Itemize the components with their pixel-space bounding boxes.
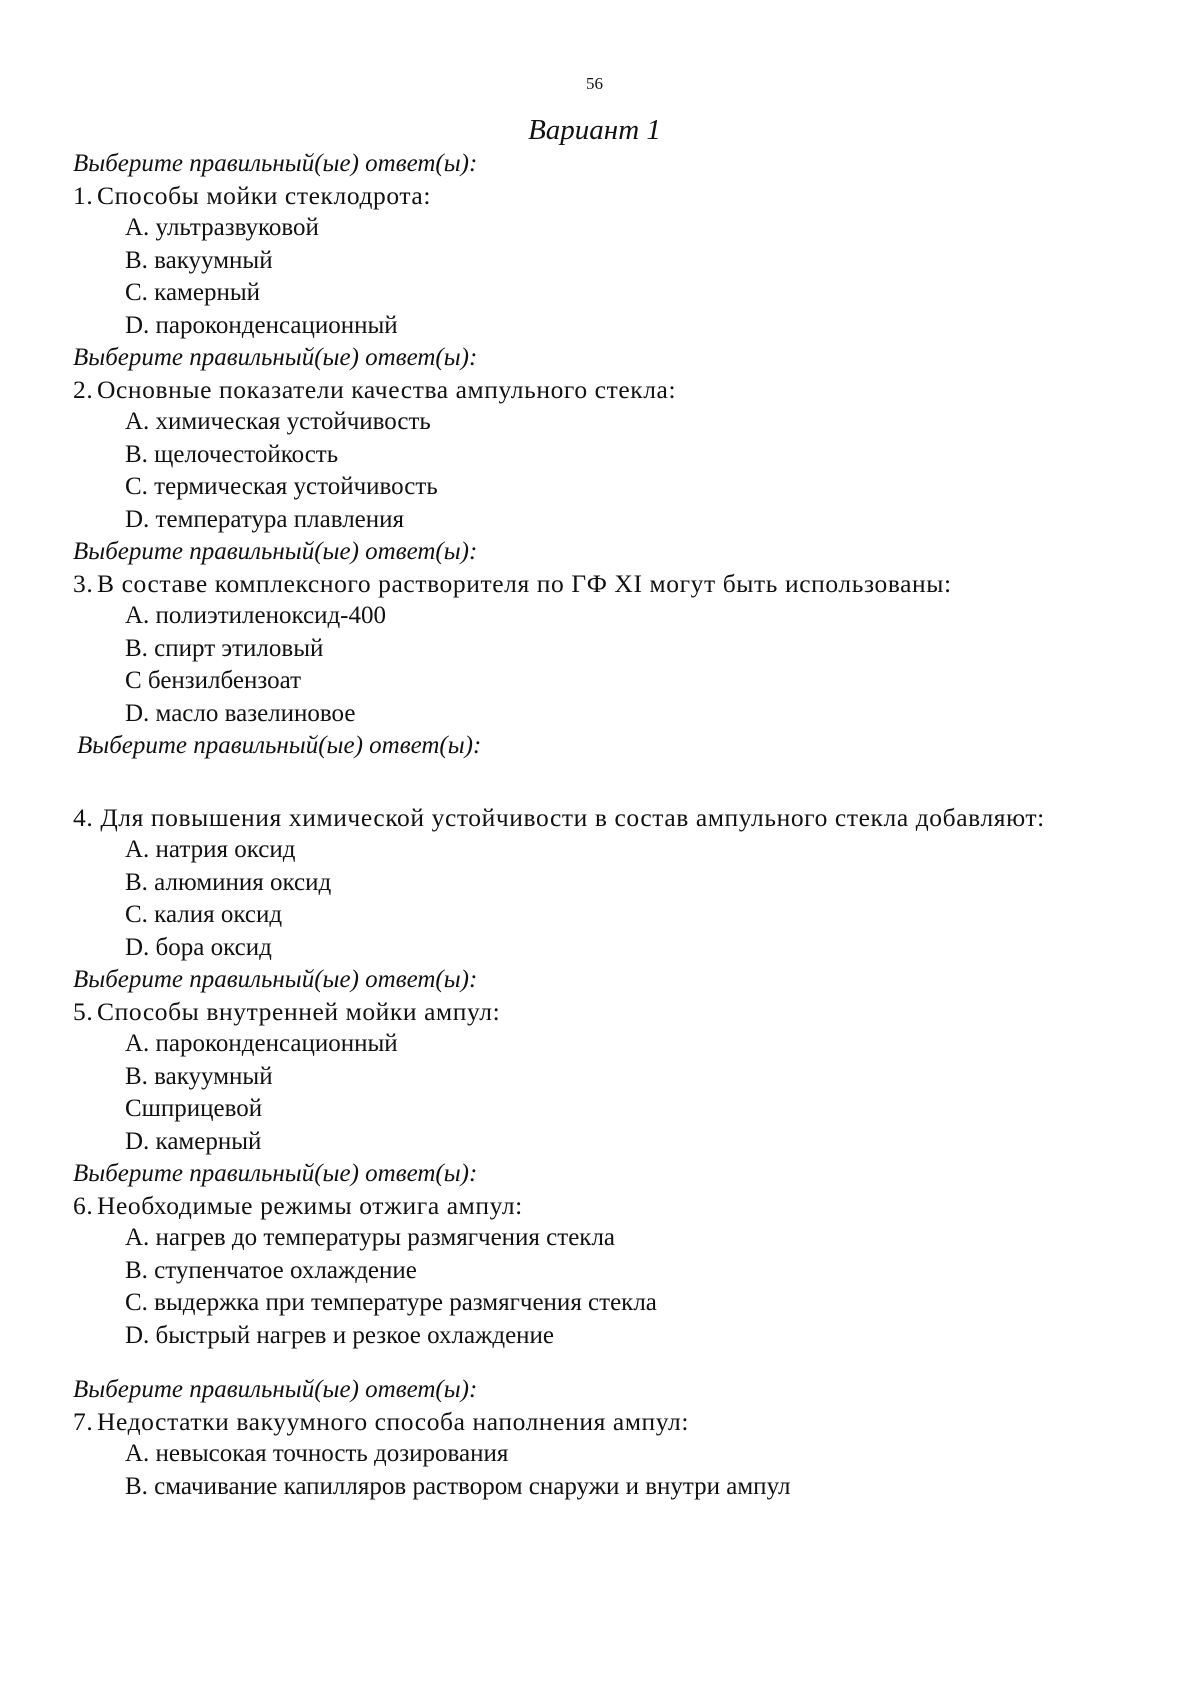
- question-number: 2.: [73, 375, 94, 404]
- question-list: [73, 148, 1123, 1503]
- answer-options: [73, 1028, 1123, 1158]
- answer-option: А. химическая устойчивость: [125, 408, 431, 435]
- answer-option: С. термическая устойчивость: [125, 473, 438, 500]
- question-body: Способы мойки стеклодрота:: [97, 181, 432, 210]
- answer-option: С бензилбензоат: [125, 667, 301, 694]
- question-1: [73, 148, 1123, 342]
- question-number: 5.: [73, 997, 94, 1026]
- answer-options: [73, 600, 1123, 730]
- answer-option: А. невысокая точность дозирования: [125, 1440, 509, 1467]
- question-instruction: Выберите правильный(ые) ответ(ы):: [73, 1160, 478, 1187]
- question-instruction: Выберите правильный(ые) ответ(ы):: [73, 344, 478, 371]
- question-number: 3.: [73, 569, 94, 598]
- answer-option: В. ступенчатое охлаждение: [125, 1256, 417, 1284]
- question-body: Основные показатели качества ампульного стекла:: [97, 375, 677, 404]
- question-number: 4.: [73, 803, 94, 832]
- answer-option: В. алюминия оксид: [125, 868, 332, 896]
- answer-option: А. натрия оксид: [125, 836, 296, 863]
- answer-option: С. выдержка при температуре размягчения стекла: [125, 1289, 657, 1316]
- answer-option: В. щелочестойкость: [125, 440, 339, 468]
- answer-option: В. вакуумный: [125, 1062, 273, 1090]
- question-number: 7.: [73, 1407, 94, 1436]
- question-text: [73, 802, 1093, 834]
- answer-option: D. пароконденсационный: [125, 311, 398, 339]
- answer-option: В. спирт этиловый: [125, 634, 324, 662]
- question-instruction: Выберите правильный(ые) ответ(ы):: [77, 732, 482, 759]
- answer-option: D. температура плавления: [125, 505, 405, 533]
- answer-option: А. нагрев до температуры размягчения стекла: [125, 1224, 616, 1251]
- answer-options: [73, 1222, 1123, 1352]
- answer-option: D. быстрый нагрев и резкое охлаждение: [125, 1321, 555, 1349]
- question-6: [73, 1158, 1123, 1352]
- question-3: [73, 536, 1123, 730]
- question-7: [73, 1374, 1123, 1503]
- question-text: [73, 1190, 1123, 1222]
- answer-options: [73, 406, 1123, 536]
- question-2: [73, 342, 1123, 536]
- answer-options: [73, 1438, 1123, 1503]
- question-body: Для повышения химической устойчивости в состав ампульного стекла добавляют:: [100, 803, 1045, 832]
- answer-option: А. ультразвуковой: [125, 214, 319, 241]
- answer-option: А. полиэтиленоксид-400: [125, 602, 386, 629]
- question-instruction: Выберите правильный(ые) ответ(ы):: [73, 1376, 478, 1403]
- answer-option: D. камерный: [125, 1127, 262, 1155]
- question-body: Необходимые режимы отжига ампул:: [97, 1191, 523, 1220]
- answer-option: Сшприцевой: [125, 1095, 263, 1122]
- question-instruction: Выберите правильный(ые) ответ(ы):: [73, 966, 478, 993]
- answer-option: В. смачивание капилляров раствором снаружи и внутри ампул: [125, 1472, 791, 1500]
- question-instruction: Выберите правильный(ые) ответ(ы):: [73, 150, 478, 177]
- answer-option: D. масло вазелиновое: [125, 699, 356, 727]
- variant-title: Вариант 1: [528, 114, 661, 146]
- question-body: Способы внутренней мойки ампул:: [97, 997, 501, 1026]
- question-body: Недостатки вакуумного способа наполнения ампул:: [97, 1407, 690, 1436]
- page-number: 56: [586, 74, 603, 93]
- question-text: [73, 1406, 1123, 1438]
- answer-option: В. вакуумный: [125, 246, 273, 274]
- question-number: 6.: [73, 1191, 94, 1220]
- answer-option: С. калия оксид: [125, 901, 283, 928]
- question-text: [73, 996, 1123, 1028]
- answer-option: С. камерный: [125, 279, 261, 306]
- answer-option: А. пароконденсационный: [125, 1030, 398, 1057]
- question-5: [73, 964, 1123, 1158]
- question-text: [73, 374, 1123, 406]
- question-number: 1.: [73, 181, 94, 210]
- question-text: [73, 568, 1123, 600]
- question-4: [73, 730, 1123, 964]
- answer-options: [73, 834, 1123, 964]
- question-instruction: Выберите правильный(ые) ответ(ы):: [73, 538, 478, 565]
- answer-options: [73, 212, 1123, 342]
- question-body: В составе комплексного растворителя по ГФ XI могут быть использованы:: [97, 569, 952, 598]
- question-text: [73, 180, 1123, 212]
- answer-option: D. бора оксид: [125, 933, 272, 961]
